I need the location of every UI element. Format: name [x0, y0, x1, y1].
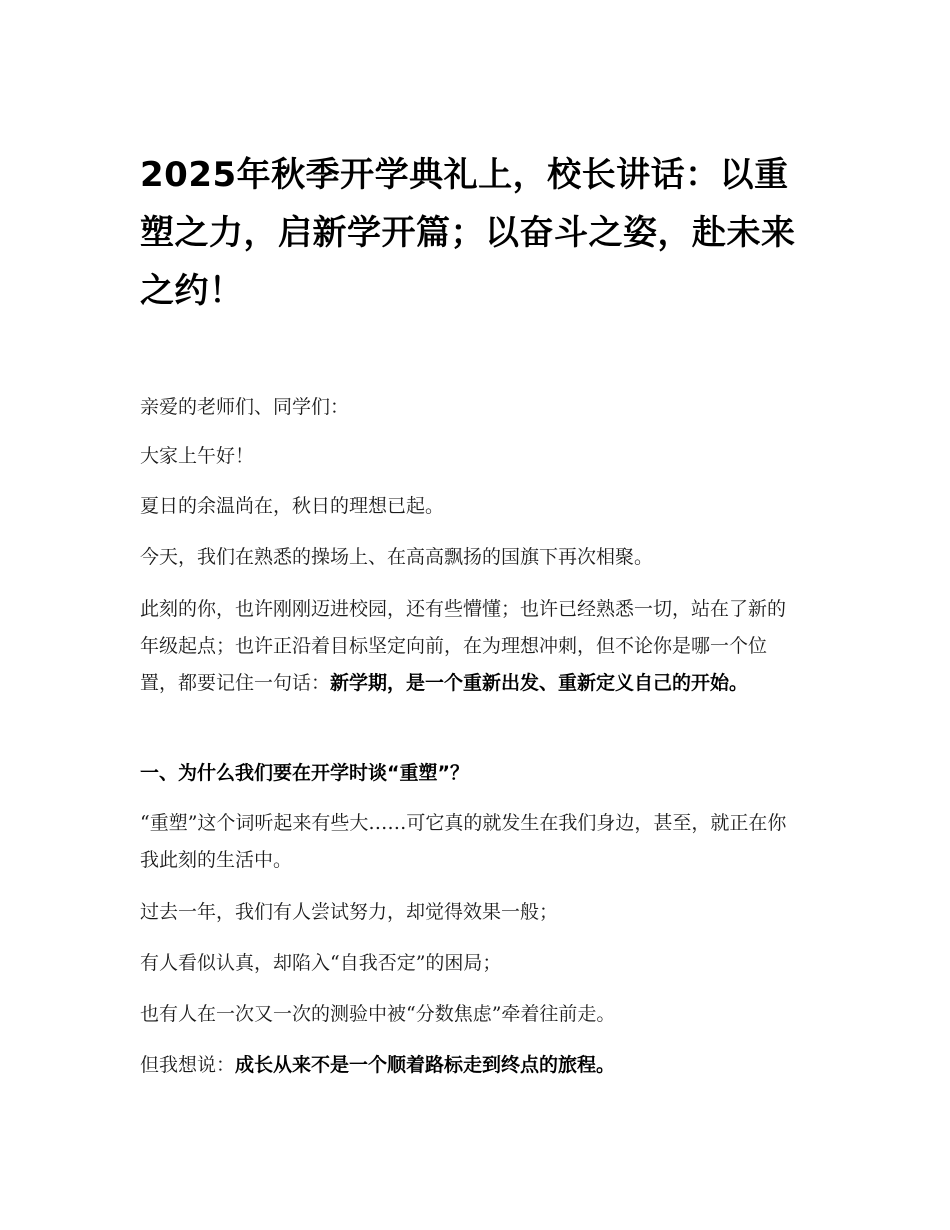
moment-paragraph — [140, 591, 800, 702]
document-title: 2025年秋季开学典礼上，校长讲话：以重塑之力，启新学开篇；以奋斗之姿，赴未来之约！ — [140, 155, 796, 311]
growth-bold-text: 成长从来不是一个顺着路标走到终点的旅程。 — [235, 1054, 616, 1076]
growth-paragraph — [140, 1047, 800, 1084]
reshape-paragraph: “重塑”这个词听起来有些大……可它真的就发生在我们身边，甚至，就正在你我此刻的生活中。 — [140, 812, 787, 871]
moment-text: 此刻的你，也许刚刚迈进校园，还有些懵懂；也许已经熟悉一切，站在了新的年级起点；也许正沿着目标坚定向前，在为理想冲刺，但不论你是哪一个位置，都要记住一句话： — [140, 598, 787, 694]
growth-text: 但我想说： — [140, 1054, 236, 1076]
self-denial-paragraph: 有人看似认真，却陷入“自我否定”的困局； — [140, 952, 502, 974]
today-paragraph: 今天，我们在熟悉的操场上、在高高飘扬的国旗下再次相聚。 — [140, 546, 654, 568]
hello-paragraph: 大家上午好！ — [140, 445, 255, 467]
score-anxiety-paragraph: 也有人在一次又一次的测验中被“分数焦虑”牵着往前走。 — [140, 1003, 616, 1025]
section-heading: 一、为什么我们要在开学时谈“重塑”？ — [140, 762, 469, 784]
greeting-paragraph: 亲爱的老师们、同学们： — [140, 396, 350, 418]
past-year-paragraph: 过去一年，我们有人尝试努力，却觉得效果一般； — [140, 901, 559, 923]
moment-bold-text: 新学期，是一个重新出发、重新定义自己的开始。 — [330, 672, 749, 694]
summer-paragraph: 夏日的余温尚在，秋日的理想已起。 — [140, 495, 445, 517]
